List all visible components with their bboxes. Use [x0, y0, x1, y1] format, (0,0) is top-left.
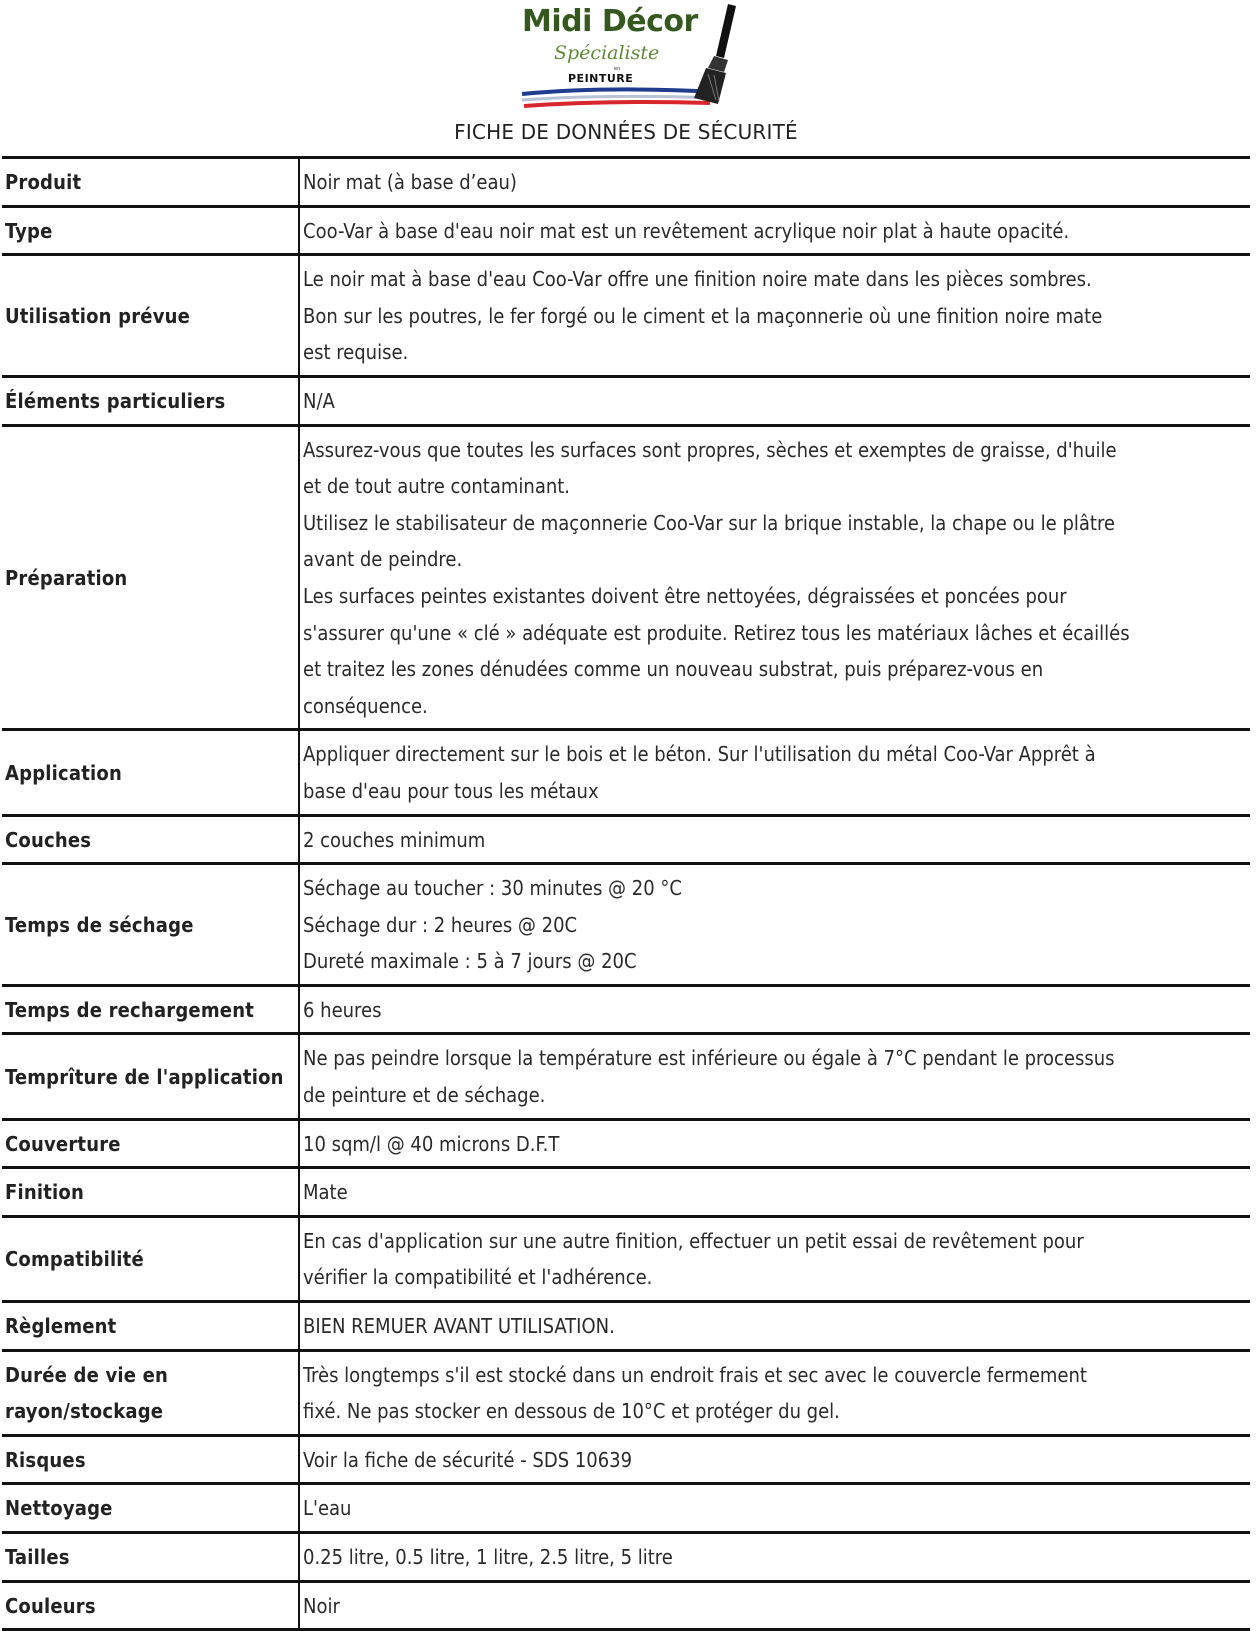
field-label: Temps de séchage	[5, 912, 194, 937]
table-row	[2, 376, 1250, 425]
table-row	[2, 1350, 1250, 1435]
safety-data-table	[2, 156, 1250, 1631]
field-label: Tailles	[5, 1545, 70, 1569]
field-label: Produit	[5, 170, 82, 194]
table-row	[2, 1119, 1250, 1168]
table-row	[2, 1216, 1250, 1301]
field-value-line: s'assurer qu'une « clé » adéquate est produite. Retirez tous les matériaux lâches et écaillés	[303, 620, 1130, 645]
field-label: Couleurs	[5, 1593, 96, 1618]
field-value	[299, 1350, 1250, 1435]
field-value-line: Très longtemps s'il est stocké dans un endroit frais et sec avec le couvercle fermement	[303, 1362, 1087, 1387]
field-value	[299, 255, 1250, 377]
field-value	[299, 815, 1250, 864]
field-value-line: 0.25 litre, 0.5 litre, 1 litre, 2.5 litre, 5 litre	[303, 1545, 673, 1569]
field-value-line: 10 sqm/l @ 40 microns D.F.T	[303, 1131, 560, 1156]
field-value	[299, 1216, 1250, 1301]
field-value	[299, 864, 1250, 986]
field-label: Nettoyage	[5, 1496, 113, 1521]
field-label: Temprîture de l'application	[5, 1064, 284, 1089]
field-value-line: Coo-Var à base d'eau noir mat est un revêtement acrylique noir plat à haute opacité.	[303, 218, 1070, 243]
field-value	[299, 1581, 1250, 1630]
field-value-line: N/A	[303, 388, 335, 413]
field-value-line: Voir la fiche de sécurité - SDS 10639	[303, 1447, 633, 1472]
field-label: Durée de vie en rayon/stockage	[5, 1362, 169, 1424]
field-value-line: Noir	[303, 1593, 340, 1618]
logo-trade: PEINTURE	[568, 72, 634, 85]
field-value-line: de peinture et de séchage.	[303, 1083, 546, 1108]
table-row	[2, 425, 1250, 730]
table-row	[2, 1581, 1250, 1630]
table-row	[2, 1484, 1250, 1533]
field-label: Préparation	[5, 565, 128, 590]
field-value	[299, 1034, 1250, 1119]
table-row	[2, 206, 1250, 255]
field-value-line: et traitez les zones dénudées comme un nouveau substrat, puis préparez-vous en	[303, 657, 1044, 682]
field-value-line: En cas d'application sur une autre finition, effectuer un petit essai de revêtement pour	[303, 1228, 1084, 1253]
table-row	[2, 255, 1250, 377]
field-value-line: Dureté maximale : 5 à 7 jours @ 20C	[303, 949, 637, 974]
field-value	[299, 1435, 1250, 1484]
field-value	[299, 1533, 1250, 1582]
table-row	[2, 985, 1250, 1034]
table-row	[2, 864, 1250, 986]
logo-small-text: en	[614, 66, 621, 72]
field-value-line: Assurez-vous que toutes les surfaces sont propres, sèches et exemptes de graisse, d'huile	[303, 437, 1117, 462]
document-title: FICHE DE DONNÉES DE SÉCURITÉ	[454, 120, 798, 144]
company-logo	[518, 0, 758, 112]
table-row	[2, 815, 1250, 864]
field-value	[299, 376, 1250, 425]
table-row	[2, 1302, 1250, 1351]
field-label: Application	[5, 760, 122, 785]
field-label: Type	[5, 218, 53, 243]
field-value	[299, 1168, 1250, 1217]
field-value	[299, 730, 1250, 815]
field-value-line: Séchage dur : 2 heures @ 20C	[303, 912, 578, 937]
field-value-line: 6 heures	[303, 997, 382, 1022]
field-label: Couches	[5, 827, 92, 852]
field-label: Compatibilité	[5, 1247, 144, 1272]
field-value	[299, 985, 1250, 1034]
field-value-line: avant de peindre.	[303, 547, 463, 572]
field-label: Couverture	[5, 1131, 121, 1156]
field-label: Éléments particuliers	[5, 388, 226, 413]
field-label: Temps de rechargement	[5, 997, 255, 1022]
logo-brand-name: Midi Décor	[522, 4, 698, 39]
field-label: Utilisation prévue	[5, 303, 191, 328]
field-value-line: est requise.	[303, 340, 409, 365]
field-value-line: fixé. Ne pas stocker en dessous de 10°C et protéger du gel.	[303, 1399, 840, 1424]
field-value	[299, 425, 1250, 730]
field-value-line: Noir mat (à base d’eau)	[303, 170, 517, 194]
table-row	[2, 1168, 1250, 1217]
field-value-line: Les surfaces peintes existantes doivent être nettoyées, dégraissées et poncées pour	[303, 583, 1067, 608]
field-value-line: Bon sur les poutres, le fer forgé ou le ciment et la maçonnerie où une finition noire mate	[303, 303, 1103, 328]
field-value-line: Ne pas peindre lorsque la température est inférieure ou égale à 7°C pendant le processus	[303, 1046, 1115, 1071]
table-row	[2, 730, 1250, 815]
field-value	[299, 158, 1250, 207]
field-value	[299, 1302, 1250, 1351]
field-value-line: Utilisez le stabilisateur de maçonnerie Coo-Var sur la brique instable, la chape ou le plâtre	[303, 510, 1115, 535]
field-value-line: BIEN REMUER AVANT UTILISATION.	[303, 1314, 615, 1339]
field-value-line: L'eau	[303, 1496, 352, 1521]
table-body	[2, 158, 1250, 1630]
field-value-line: vérifier la compatibilité et l'adhérence.	[303, 1265, 653, 1290]
field-value-line: Le noir mat à base d'eau Coo-Var offre une finition noire mate dans les pièces sombres.	[303, 267, 1092, 292]
table-row	[2, 1435, 1250, 1484]
field-label: Règlement	[5, 1314, 117, 1339]
table-row	[2, 1034, 1250, 1119]
field-value	[299, 206, 1250, 255]
field-value-line: base d'eau pour tous les métaux	[303, 778, 599, 803]
field-value-line: Mate	[303, 1180, 348, 1205]
field-value-line: Séchage au toucher : 30 minutes @ 20 °C	[303, 876, 682, 901]
field-value-line: Appliquer directement sur le bois et le béton. Sur l'utilisation du métal Coo-Var Apprêt à	[303, 742, 1096, 767]
logo-tagline: Spécialiste	[554, 42, 660, 64]
field-value-line: conséquence.	[303, 693, 428, 718]
field-value	[299, 1119, 1250, 1168]
field-value-line: 2 couches minimum	[303, 827, 486, 852]
table-row	[2, 158, 1250, 207]
table-row	[2, 1533, 1250, 1582]
field-label: Finition	[5, 1180, 84, 1205]
field-value	[299, 1484, 1250, 1533]
field-label: Risques	[5, 1447, 86, 1472]
field-value-line: et de tout autre contaminant.	[303, 474, 571, 499]
